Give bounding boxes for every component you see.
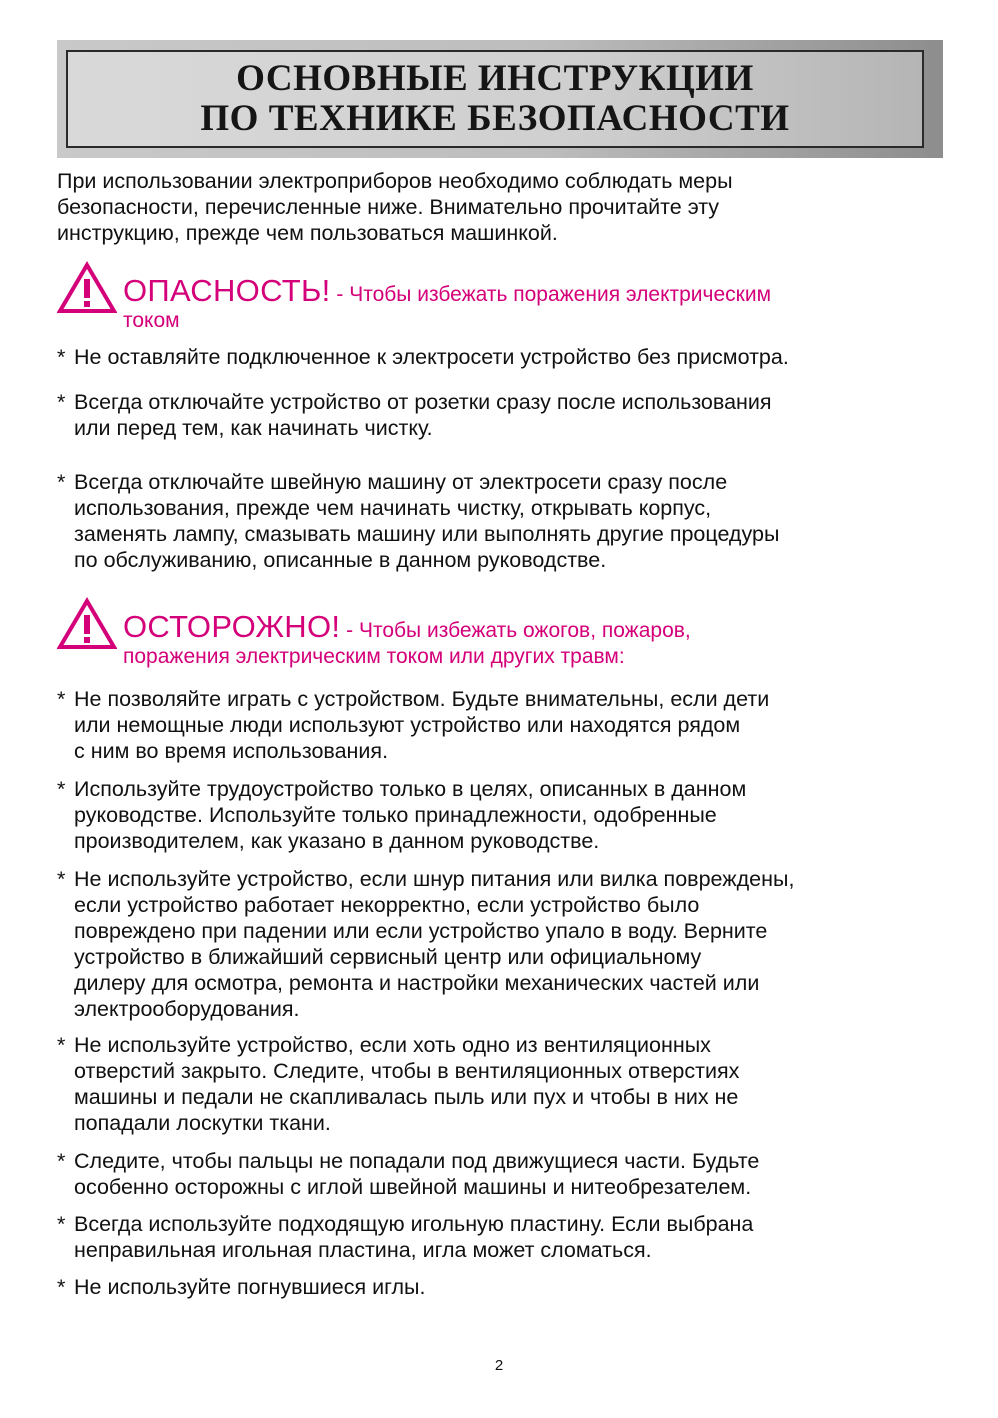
- bullet-star: *: [57, 1275, 66, 1299]
- bullet-star: *: [57, 777, 66, 801]
- item-line: Не используйте устройство, если хоть одно из вентиляционных: [74, 1033, 711, 1057]
- item-line: попадали лоскутки ткани.: [74, 1111, 331, 1135]
- bullet-star: *: [57, 390, 66, 414]
- title-box: [66, 50, 924, 148]
- item-line: неправильная игольная пластина, игла может сломаться.: [74, 1238, 652, 1262]
- item-line: использования, прежде чем начинать чистку, открывать корпус,: [74, 496, 712, 520]
- bullet-star: *: [57, 1149, 66, 1173]
- intro-line: безопасности, перечисленные ниже. Внимательно прочитайте эту: [57, 195, 720, 219]
- item-line: Следите, чтобы пальцы не попадали под движущиеся части. Будьте: [74, 1149, 760, 1173]
- item-line: Всегда используйте подходящую игольную пластину. Если выбрана: [74, 1212, 754, 1236]
- danger-subtitle-continued: током: [123, 309, 180, 332]
- item-line: Не оставляйте подключенное к электросети устройство без присмотра.: [74, 345, 789, 369]
- bullet-star: *: [57, 470, 66, 494]
- bullet-star: *: [57, 1212, 66, 1236]
- item-line: машины и педали не скапливалась пыль или пух и чтобы в них не: [74, 1085, 739, 1109]
- warning-triangle-icon: [57, 597, 117, 651]
- warning-triangle-icon: [57, 261, 117, 315]
- item-line: особенно осторожны с иглой швейной машины и нитеобрезателем.: [74, 1175, 752, 1199]
- item-line: Используйте трудоустройство только в целях, описанных в данном: [74, 777, 747, 801]
- item-line: Всегда отключайте швейную машину от электросети сразу после: [74, 470, 728, 494]
- bullet-star: *: [57, 345, 66, 369]
- caution-heading-line: [123, 609, 691, 645]
- item-line: заменять лампу, смазывать машину или выполнять другие процедуры: [74, 522, 780, 546]
- item-line: отверстий закрыто. Следите, чтобы в вентиляционных отверстиях: [74, 1059, 740, 1083]
- item-line: повреждено при падении или если устройство упало в воду. Верните: [74, 919, 768, 943]
- title-line-1: ОСНОВНЫЕ ИНСТРУКЦИИ: [236, 58, 754, 99]
- caution-subtitle: - Чтобы избежать ожогов, пожаров,: [340, 619, 691, 642]
- intro-line: При использовании электроприборов необходимо соблюдать меры: [57, 169, 733, 193]
- caution-label: ОСТОРОЖНО!: [123, 609, 341, 644]
- danger-subtitle: - Чтобы избежать поражения электрическим: [330, 283, 772, 306]
- item-line: дилеру для осмотра, ремонта и настройки механических частей или: [74, 971, 760, 995]
- item-line: Не используйте устройство, если шнур питания или вилка повреждены,: [74, 867, 795, 891]
- intro-paragraph: [57, 168, 947, 246]
- bullet-star: *: [57, 867, 66, 891]
- danger-label: ОПАСНОСТЬ!: [123, 273, 331, 308]
- title-banner: [57, 40, 943, 158]
- bullet-star: *: [57, 1033, 66, 1057]
- item-line: Всегда отключайте устройство от розетки сразу после использования: [74, 390, 772, 414]
- item-line: устройство в ближайший сервисный центр или официальному: [74, 945, 702, 969]
- item-line: электрооборудования.: [74, 997, 300, 1021]
- item-line: или немощные люди используют устройство или находятся рядом: [74, 713, 741, 737]
- item-line: с ним во время использования.: [74, 739, 389, 763]
- bullet-star: *: [57, 687, 66, 711]
- item-line: по обслуживанию, описанные в данном руководстве.: [74, 548, 607, 572]
- item-line: Не используйте погнувшиеся иглы.: [74, 1275, 426, 1299]
- item-line: производителем, как указано в данном руководстве.: [74, 829, 600, 853]
- caution-subtitle-continued: поражения электрическим током или других травм:: [123, 645, 625, 668]
- danger-heading-line: [123, 273, 771, 309]
- item-line: Не позволяйте играть с устройством. Будьте внимательны, если дети: [74, 687, 770, 711]
- item-line: руководстве. Используйте только принадлежности, одобренные: [74, 803, 717, 827]
- intro-line: инструкцию, прежде чем пользоваться машинкой.: [57, 221, 558, 245]
- item-line: или перед тем, как начинать чистку.: [74, 416, 433, 440]
- page-number: 2: [494, 1357, 504, 1374]
- title-line-2: ПО ТЕХНИКЕ БЕЗОПАСНОСТИ: [200, 98, 790, 139]
- item-line: если устройство работает некорректно, если устройство было: [74, 893, 700, 917]
